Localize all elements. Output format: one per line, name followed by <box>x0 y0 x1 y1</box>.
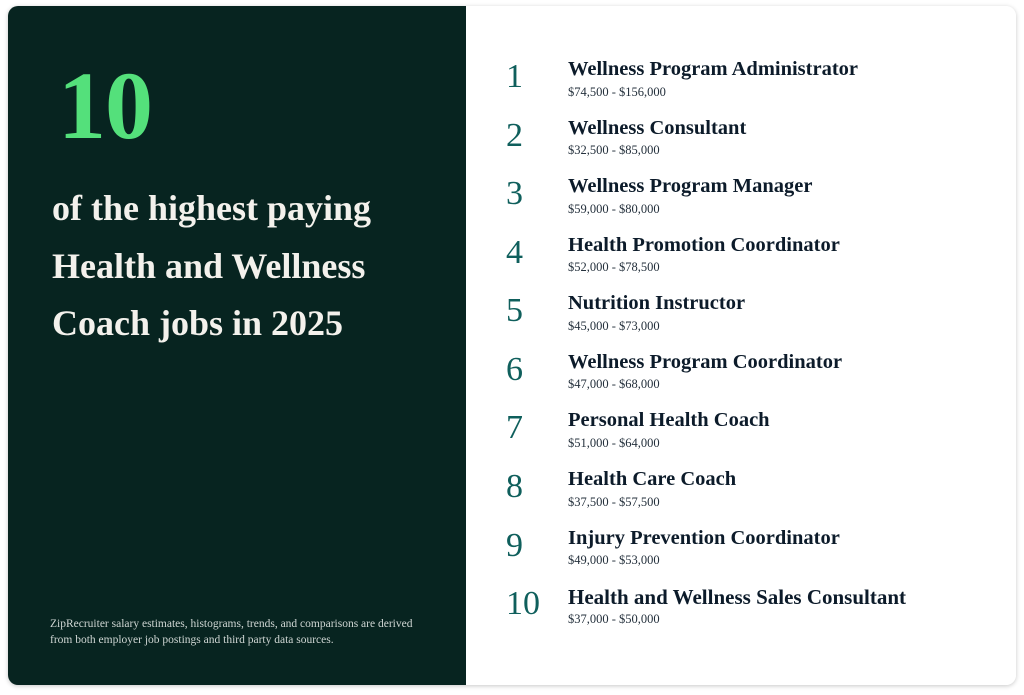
salary-range: $37,000 - $50,000 <box>568 612 660 627</box>
job-info <box>568 117 986 159</box>
list-item <box>502 527 986 569</box>
job-title: Health and Wellness Sales Consultant <box>568 585 907 610</box>
big-number: 10 <box>58 52 152 159</box>
job-info <box>568 468 986 510</box>
rank-number: 7 <box>506 409 523 447</box>
list-item <box>502 409 986 451</box>
right-panel <box>466 6 1016 685</box>
job-title: Personal Health Coach <box>568 409 770 432</box>
job-info <box>568 527 986 569</box>
list-item <box>502 351 986 393</box>
job-title: Health Promotion Coordinator <box>568 233 840 256</box>
list-item <box>502 585 986 627</box>
footnote-disclaimer: ZipRecruiter salary estimates, histograms, trends, and comparisons are derived from both employer job postings and third party data sources. <box>50 617 413 647</box>
salary-range: $49,000 - $53,000 <box>568 553 660 568</box>
job-title: Wellness Program Manager <box>568 175 813 198</box>
job-info <box>568 351 986 393</box>
job-info <box>568 409 986 451</box>
rank-number: 6 <box>506 350 523 388</box>
job-info <box>568 58 986 100</box>
list-item <box>502 234 986 276</box>
job-info <box>568 292 986 334</box>
rank-number: 10 <box>506 585 540 623</box>
job-info <box>568 585 986 627</box>
list-item <box>502 292 986 334</box>
salary-range: $74,500 - $156,000 <box>568 84 666 99</box>
job-title: Injury Prevention Coordinator <box>568 526 840 549</box>
list-item <box>502 58 986 100</box>
salary-range: $37,500 - $57,500 <box>568 494 660 509</box>
salary-range: $47,000 - $68,000 <box>568 377 660 392</box>
left-panel <box>8 6 466 685</box>
rank-number: 4 <box>506 233 523 271</box>
salary-range: $32,500 - $85,000 <box>568 143 660 158</box>
job-info <box>568 234 986 276</box>
salary-range: $59,000 - $80,000 <box>568 201 660 216</box>
list-item <box>502 468 986 510</box>
job-title: Wellness Program Administrator <box>568 58 859 80</box>
rank-number: 5 <box>506 292 523 330</box>
list-item <box>502 117 986 159</box>
infographic-card <box>8 6 1016 685</box>
job-title: Wellness Consultant <box>568 116 747 139</box>
salary-range: $45,000 - $73,000 <box>568 318 660 333</box>
headline: of the highest paying Health and Wellness Coach jobs in 2025 <box>52 188 372 344</box>
rank-number: 1 <box>506 58 523 95</box>
salary-range: $52,000 - $78,500 <box>568 260 660 275</box>
rank-number: 9 <box>506 526 523 564</box>
job-title: Health Care Coach <box>568 467 737 490</box>
job-title: Nutrition Instructor <box>568 292 746 315</box>
job-info <box>568 175 986 217</box>
salary-range: $51,000 - $64,000 <box>568 435 660 450</box>
job-list <box>502 58 986 627</box>
rank-number: 2 <box>506 116 523 154</box>
job-title: Wellness Program Coordinator <box>568 350 843 373</box>
rank-number: 3 <box>506 175 523 213</box>
list-item <box>502 175 986 217</box>
rank-number: 8 <box>506 467 523 505</box>
